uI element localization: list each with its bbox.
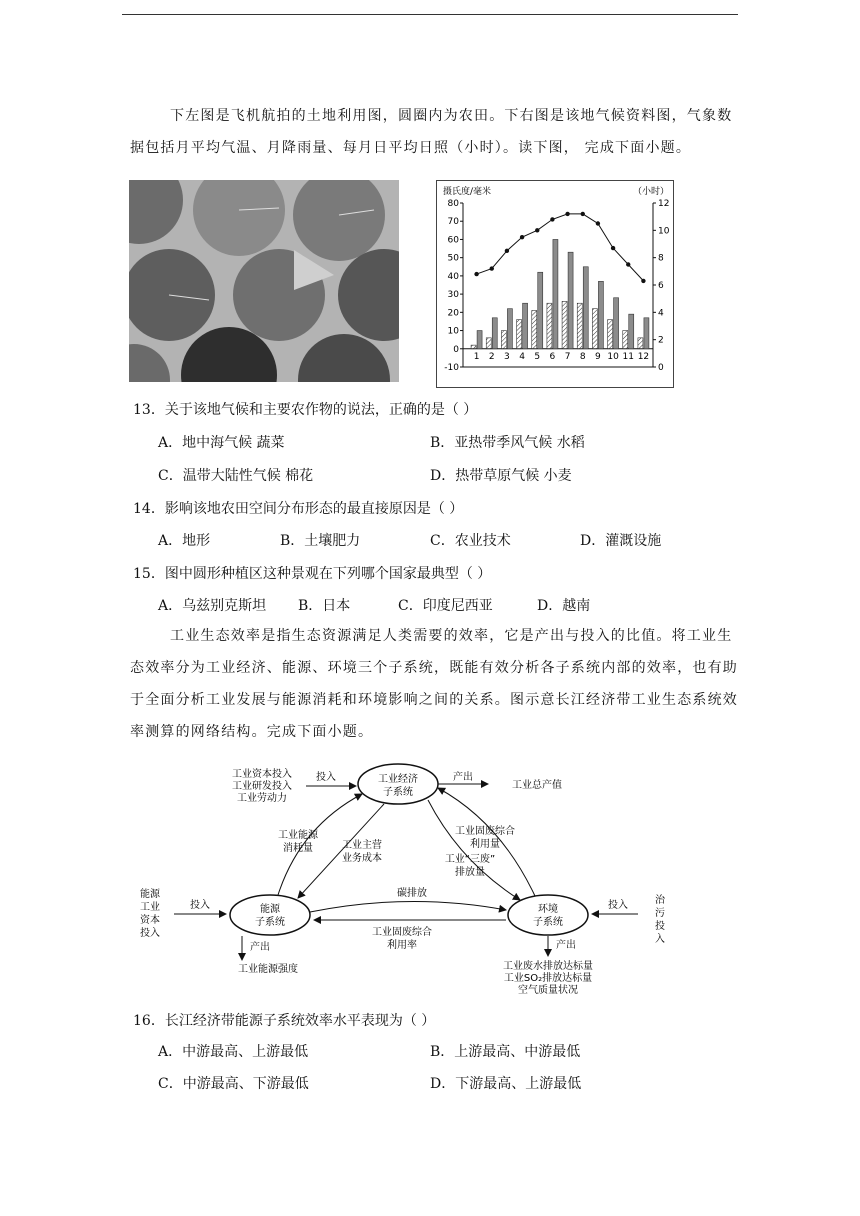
- q15-stem: 15．图中圆形种植区这种景观在下列哪个国家最典型（ ）: [133, 566, 492, 582]
- month-label: 12: [637, 351, 650, 362]
- temp-bar: [532, 311, 537, 349]
- month-label: 10: [607, 351, 619, 362]
- q16-option-d[interactable]: D．下游最高、上游最低: [430, 1076, 582, 1092]
- solid-waste-rate-1: 工业固废综合: [372, 927, 432, 938]
- env-input-2: 污: [655, 908, 665, 919]
- env-node: [508, 895, 588, 935]
- three-wastes-2: 排放量: [455, 867, 485, 878]
- energy-input-tag: 投入: [190, 900, 210, 911]
- energy-output-tag: 产出: [250, 942, 270, 953]
- right-tick-label: 4: [658, 308, 664, 319]
- right-axis-label: （小时）: [633, 187, 670, 197]
- rain-bar: [598, 281, 603, 348]
- rain-bar: [507, 309, 512, 349]
- q14-option-c[interactable]: C．农业技术: [430, 533, 511, 549]
- q16-stem: 16．长江经济带能源子系统效率水平表现为（ ）: [133, 1013, 436, 1029]
- q15-option-b[interactable]: B．日本: [298, 598, 351, 614]
- month-label: 1: [473, 351, 480, 362]
- env-input-1: 治: [655, 895, 665, 906]
- q16-option-c[interactable]: C．中游最高、下游最低: [158, 1076, 309, 1092]
- left-tick-label: 80: [447, 199, 459, 209]
- energy-label-2: 子系统: [255, 917, 285, 928]
- econ-label-1: 工业经济: [378, 774, 418, 785]
- energy-input-3: 资本: [140, 915, 160, 926]
- energy-consumption-1: 工业能源: [278, 830, 318, 841]
- energy-label-1: 能源: [260, 904, 280, 915]
- sunshine-point: [581, 212, 585, 216]
- env-output-2: 工业SO₂排放达标量: [503, 973, 593, 984]
- intro-paragraph-1: 下左图是飞机航拍的土地利用图，圆圈内为农田。下右图是该地气候资料图，气象数据包括月平均气温、月降雨量、每月日平均日照（小时）。读下图， 完成下面小题。: [130, 108, 733, 156]
- climate-chart: [436, 180, 674, 388]
- month-label: 4: [519, 351, 525, 362]
- temp-bar: [547, 303, 552, 349]
- right-tick-label: 0: [658, 363, 664, 373]
- q13-option-c[interactable]: C．温带大陆性气候 棉花: [158, 468, 314, 484]
- econ-input-tag: 投入: [316, 772, 336, 783]
- econ-output: 工业总产值: [512, 780, 562, 791]
- right-tick-label: 10: [658, 226, 670, 237]
- q16-option-a[interactable]: A．中游最高、上游最低: [158, 1044, 309, 1060]
- env-input-4: 入: [655, 934, 665, 945]
- solid-waste-2: 利用量: [470, 839, 500, 850]
- q13-option-a[interactable]: A．地中海气候 蔬菜: [158, 435, 285, 451]
- econ-label-2: 子系统: [383, 787, 413, 798]
- sunshine-point: [550, 217, 554, 221]
- sunshine-point: [641, 279, 645, 283]
- right-tick-label: 6: [658, 281, 664, 291]
- left-tick-label: 20: [447, 308, 459, 319]
- sunshine-point: [565, 212, 569, 216]
- sunshine-point: [535, 228, 539, 232]
- right-tick-label: 12: [658, 199, 670, 209]
- temp-bar: [608, 320, 613, 349]
- aerial-farmland-photo: [129, 180, 399, 382]
- rain-bar: [492, 318, 497, 349]
- temp-bar: [471, 345, 476, 349]
- temp-bar: [562, 301, 567, 348]
- econ-output-tag: 产出: [453, 772, 473, 783]
- left-tick-label: 30: [447, 290, 459, 301]
- rain-bar: [553, 239, 558, 348]
- month-label: 9: [595, 351, 601, 362]
- rain-bar: [644, 318, 649, 349]
- left-tick-label: 70: [447, 217, 459, 228]
- temp-bar: [517, 320, 522, 349]
- sunshine-line: [477, 214, 644, 281]
- env-output-tag: 产出: [556, 940, 576, 951]
- temp-bar: [592, 309, 597, 349]
- q14-option-a[interactable]: A．地形: [158, 533, 211, 549]
- solid-waste-rate-2: 利用率: [387, 940, 417, 951]
- sunshine-point: [596, 221, 600, 225]
- header-rule: [122, 14, 738, 15]
- energy-input-4: 投入: [140, 928, 160, 939]
- env-label-1: 环境: [538, 904, 558, 915]
- sunshine-point: [520, 235, 524, 239]
- right-tick-label: 2: [658, 335, 664, 346]
- left-tick-label: 0: [453, 344, 459, 355]
- rain-bar: [477, 331, 482, 349]
- econ-input-3: 工业劳动力: [237, 793, 287, 804]
- q14-option-b[interactable]: B．土壤肥力: [280, 533, 361, 549]
- rain-bar: [583, 267, 588, 349]
- sunshine-point: [626, 262, 630, 266]
- temp-bar: [577, 303, 582, 349]
- q16-option-b[interactable]: B．上游最高、中游最低: [430, 1044, 581, 1060]
- month-label: 3: [504, 351, 510, 362]
- q15-option-a[interactable]: A．乌兹别克斯坦: [158, 598, 267, 614]
- month-label: 2: [488, 351, 495, 362]
- env-label-2: 子系统: [533, 917, 563, 928]
- sunshine-point: [611, 246, 615, 250]
- climate-chart-svg: [437, 181, 673, 387]
- month-label: 6: [549, 351, 556, 362]
- temp-bar: [486, 338, 491, 349]
- rain-bar: [629, 314, 634, 349]
- solid-waste-1: 工业固废综合: [455, 826, 515, 837]
- energy-consumption-2: 消耗量: [283, 843, 313, 854]
- env-output-1: 工业废水排放达标量: [503, 961, 593, 972]
- month-label: 5: [534, 351, 541, 362]
- cost-1: 工业主营: [342, 840, 382, 851]
- energy-node: [230, 895, 310, 935]
- rain-bar: [523, 303, 528, 349]
- sunshine-point: [490, 266, 494, 270]
- intro-paragraph-2: 工业生态效率是指生态资源满足人类需要的效率，它是产出与投入的比值。将工业生态效率分为工业经济、能源、环境三个子系统，既能有效分析各子系统内部的效率，也有助于全面分析工业发展与能源消耗和环境影响之间的关系。图示意长江经济带工业生态系统效率测算的网络结构。完成下面小题。: [130, 628, 738, 740]
- carbon-emission: 碳排放: [397, 888, 427, 899]
- left-tick-label: 60: [447, 235, 459, 246]
- q13-stem: 13．关于该地气候和主要农作物的说法，正确的是（ ）: [133, 402, 478, 418]
- energy-output: 工业能源强度: [238, 964, 298, 975]
- left-tick-label: 10: [447, 326, 459, 337]
- temp-bar: [501, 331, 506, 349]
- cost-2: 业务成本: [342, 853, 382, 864]
- left-tick-label: 50: [447, 253, 459, 264]
- q14-stem: 14．影响该地农田空间分布形态的最直接原因是（ ）: [133, 501, 464, 517]
- left-tick-label: 40: [447, 271, 459, 282]
- right-tick-label: 8: [658, 253, 664, 264]
- temp-bar: [638, 338, 643, 349]
- env-input-3: 投: [655, 921, 665, 932]
- econ-input-2: 工业研发投入: [232, 781, 292, 792]
- q15-option-d[interactable]: D．越南: [537, 598, 591, 614]
- q15-option-c[interactable]: C．印度尼西亚: [398, 598, 493, 614]
- eco-efficiency-diagram: [130, 752, 680, 1002]
- sunshine-point: [474, 272, 478, 276]
- env-input-tag: 投入: [608, 900, 628, 911]
- rain-bar: [538, 272, 543, 349]
- sunshine-point: [505, 249, 509, 253]
- month-label: 11: [622, 351, 634, 362]
- env-output-3: 空气质量状况: [518, 985, 578, 996]
- temp-bar: [623, 331, 628, 349]
- month-label: 8: [579, 351, 586, 362]
- three-wastes-1: 工业“三废”: [444, 854, 496, 865]
- econ-input-1: 工业资本投入: [232, 769, 292, 780]
- energy-input-1: 能源: [140, 889, 160, 900]
- left-axis-label: 摄氏度/毫米: [443, 187, 492, 197]
- rain-bar: [614, 298, 619, 349]
- q13-option-b[interactable]: B．亚热带季风气候 水稻: [430, 435, 585, 451]
- left-tick-label: -10: [444, 363, 459, 373]
- rain-bar: [568, 252, 573, 349]
- month-label: 7: [564, 351, 571, 362]
- q14-option-d[interactable]: D．灌溉设施: [580, 533, 662, 549]
- energy-input-2: 工业: [140, 902, 160, 913]
- q13-option-d[interactable]: D．热带草原气候 小麦: [430, 468, 572, 484]
